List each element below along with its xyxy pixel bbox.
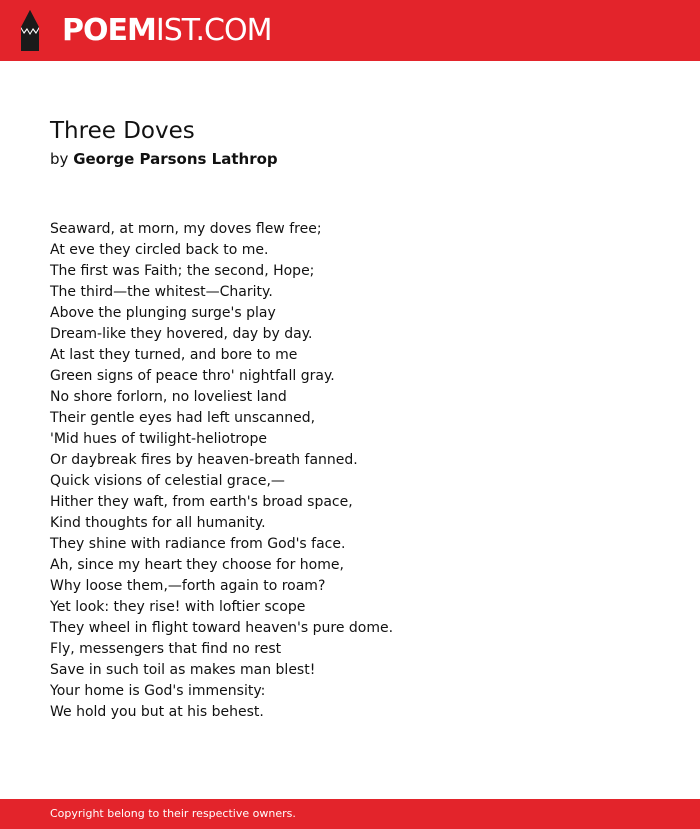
poem-line: Above the plunging surge's play: [50, 305, 276, 321]
poem-line: Kind thoughts for all humanity.: [50, 515, 266, 531]
site-header: [0, 0, 700, 61]
site-footer: [0, 799, 700, 829]
poem-line: Green signs of peace thro' nightfall gray.: [50, 368, 335, 384]
poem-byline: [50, 149, 278, 169]
poem-line: Ah, since my heart they choose for home,: [50, 557, 344, 573]
poem-line: At eve they circled back to me.: [50, 242, 269, 258]
logo-text-bold: POEM: [62, 13, 156, 48]
poem-line: Save in such toil as makes man blest!: [50, 662, 316, 678]
poem-body: [50, 219, 393, 723]
poem-line: Quick visions of celestial grace,—: [50, 473, 285, 489]
poem-author: George Parsons Lathrop: [73, 150, 278, 168]
pencil-icon[interactable]: [18, 10, 42, 51]
poem-line: The first was Faith; the second, Hope;: [50, 263, 315, 279]
poem-line: They shine with radiance from God's face.: [50, 536, 346, 552]
poem-line: No shore forlorn, no loveliest land: [50, 389, 287, 405]
poem-line: They wheel in flight toward heaven's pure dome.: [50, 620, 394, 636]
poem-line: Yet look: they rise! with loftier scope: [50, 599, 306, 615]
poem-line: We hold you but at his behest.: [50, 704, 264, 720]
logo-text-light: IST.COM: [155, 13, 272, 48]
poem-title: Three Doves: [50, 118, 195, 144]
poem-line: Their gentle eyes had left unscanned,: [50, 410, 316, 426]
byline-prefix: by: [50, 150, 69, 168]
poem-line: Hither they waft, from earth's broad space,: [50, 494, 353, 510]
poem-line: At last they turned, and bore to me: [50, 347, 298, 363]
poem-line: Or daybreak fires by heaven-breath fanned.: [50, 452, 358, 468]
site-logo[interactable]: [62, 12, 271, 50]
poem-line: Your home is God's immensity:: [50, 683, 266, 699]
copyright-text: Copyright belong to their respective owners.: [50, 807, 296, 820]
poem-line: Why loose them,—forth again to roam?: [50, 578, 326, 594]
poem-line: Dream-like they hovered, day by day.: [50, 326, 313, 342]
poem-line: Fly, messengers that find no rest: [50, 641, 282, 657]
poem-line: 'Mid hues of twilight-heliotrope: [50, 431, 267, 447]
poem-line: The third—the whitest—Charity.: [50, 284, 273, 300]
poem-line: Seaward, at morn, my doves flew free;: [50, 221, 322, 237]
